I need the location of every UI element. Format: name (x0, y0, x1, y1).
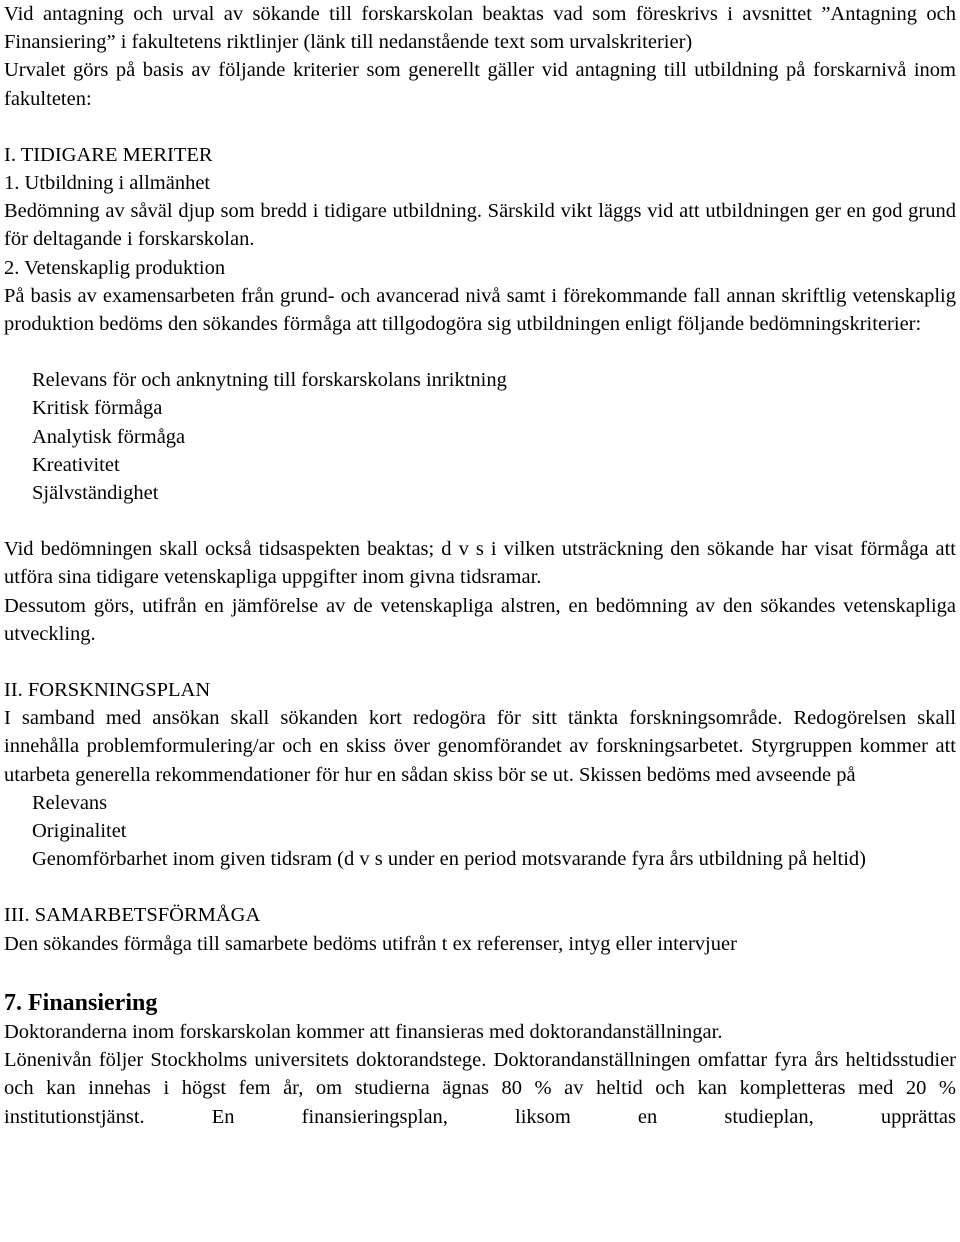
intro-paragraph-2: Urvalet görs på basis av följande kriterier som generellt gäller vid antagning till utbildning på forskarnivå inom fakulteten: (4, 59, 956, 110)
section-1-heading: I. TIDIGARE MERITER (4, 143, 213, 166)
assessment-criteria-list (4, 366, 956, 507)
section-1-sub-2-text: På basis av examensarbeten från grund- och avancerad nivå samt i förekommande fall annan skriftlig vetenskaplig produktion bedöms den sökandes förmåga att tillgodogöra sig utbildningen enligt följande bedömningskriterier: (4, 284, 956, 336)
section-1-sub-2-title: 2. Vetenskaplig produktion (4, 256, 226, 279)
section-7-paragraph-2: Lönenivån följer Stockholms universitets doktorandstege. Doktorandanställningen omfattar fyra års heltidsstudier och kan innehas i högst fem år, om studierna ägnas 80 % av heltid och kan kompletteras med 20 % institutionstjänst. En finansieringsplan, liksom en studieplan, upprättas (4, 1049, 956, 1128)
section-7-heading: 7. Finansiering (4, 989, 158, 1016)
development-note: Dessutom görs, utifrån en jämförelse av de vetenskapliga alstren, en bedömning av den sökandes vetenskapliga utveckling. (4, 594, 956, 645)
criteria-item: Självständighet (32, 482, 159, 505)
section-7-paragraph-1: Doktoranderna inom forskarskolan kommer att finansieras med doktorandanställningar. (4, 1020, 723, 1043)
time-aspect-note: Vid bedömningen skall också tidsaspekten beaktas; d v s i vilken utsträckning den sökande har visat förmåga att utföra sina tidigare vetenskapliga uppgifter inom givna tidsramar. (4, 538, 956, 589)
section-2-heading: II. FORSKNINGSPLAN (4, 679, 211, 702)
section-2-text: I samband med ansökan skall sökanden kort redogöra för sitt tänkta forskningsområde. Redogörelsen skall innehålla problemformulering/ar och en skiss över genomförandet av forskningsarbetet. Styrgruppen kommer att utarbeta generella rekommendationer för hur en sådan skiss bör se ut. Skissen bedöms med avseende på (4, 707, 956, 786)
section-1-sub-1-text: Bedömning av såväl djup som bredd i tidigare utbildning. Särskild vikt läggs vid att utbildningen ger en god grund för deltagande i forskarskolan. (4, 200, 956, 251)
criteria-item: Originalitet (32, 820, 127, 843)
criteria-item: Kreativitet (32, 453, 120, 476)
section-1-sub-1-title: 1. Utbildning i allmänhet (4, 172, 211, 195)
criteria-item: Relevans för och anknytning till forskarskolans inriktning (32, 369, 507, 392)
section-3-heading: III. SAMARBETSFÖRMÅGA (4, 904, 261, 927)
criteria-item: Relevans (32, 791, 108, 814)
research-plan-criteria-list (4, 789, 956, 874)
criteria-item: Genomförbarhet inom given tidsram (d v s under en period motsvarande fyra års utbildning på heltid) (32, 848, 867, 871)
criteria-item: Kritisk förmåga (32, 397, 163, 420)
section-3-text: Den sökandes förmåga till samarbete bedöms utifrån t ex referenser, intyg eller intervjuer (4, 932, 737, 955)
intro-paragraph-1: Vid antagning och urval av sökande till forskarskolan beaktas vad som föreskrivs i avsnittet ”Antagning och Finansiering” i fakultetens riktlinjer (länk till nedanstående text som urvalskriterier) (4, 3, 956, 54)
criteria-item: Analytisk förmåga (32, 425, 186, 448)
